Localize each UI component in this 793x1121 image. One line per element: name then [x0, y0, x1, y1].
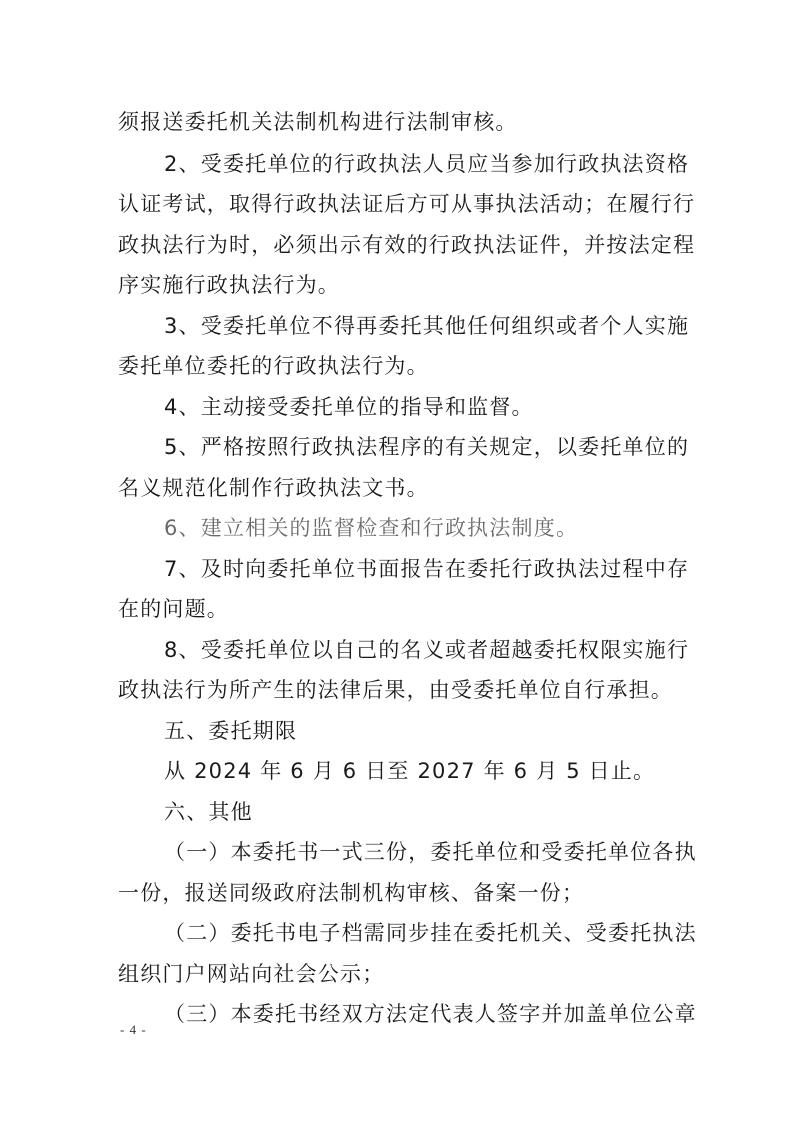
paragraph-line: 组织门户网站向社会公示；	[118, 962, 385, 986]
paragraph-line: 5、严格按照行政执法程序的有关规定，以委托单位的	[164, 435, 690, 459]
paragraph-line: （二）委托书电子档需同步挂在委托机关、受委托执法	[164, 921, 697, 945]
paragraph-line: 2、受委托单位的行政执法人员应当参加行政执法资格	[164, 152, 690, 176]
paragraph-line: 在的问题。	[118, 597, 229, 621]
paragraph-line: 8、受委托单位以自己的名义或者超越委托权限实施行	[164, 638, 690, 662]
paragraph-line: 6、建立相关的监督检查和行政执法制度。	[164, 516, 579, 540]
paragraph-line: 认证考试，取得行政执法证后方可从事执法活动；在履行行	[118, 192, 696, 216]
paragraph-line: 一份，报送同级政府法制机构审核、备案一份；	[118, 881, 585, 905]
paragraph-line: 4、主动接受委托单位的指导和监督。	[164, 395, 534, 419]
paragraph-line: 3、受委托单位不得再委托其他任何组织或者个人实施	[164, 314, 690, 338]
paragraph-line: 委托单位委托的行政执法行为。	[118, 354, 429, 378]
paragraph-line: 政执法行为时，必须出示有效的行政执法证件，并按法定程	[118, 233, 696, 257]
paragraph-line: （一）本委托书一式三份，委托单位和受委托单位各执	[164, 840, 697, 864]
paragraph-line: 序实施行政执法行为。	[118, 273, 340, 297]
section-heading: 六、其他	[164, 800, 253, 824]
section-heading: 五、委托期限	[164, 719, 298, 743]
page-number: - 4 -	[120, 1022, 147, 1037]
paragraph-line: 7、及时向委托单位书面报告在委托行政执法过程中存	[164, 557, 690, 581]
paragraph-line: （三）本委托书经双方法定代表人签字并加盖单位公章	[164, 1002, 697, 1026]
paragraph-line: 从 2024 年 6 月 6 日至 2027 年 6 月 5 日止。	[164, 759, 656, 783]
paragraph-line: 须报送委托机关法制机构进行法制审核。	[118, 110, 518, 134]
paragraph-line: 政执法行为所产生的法律后果，由受委托单位自行承担。	[118, 678, 673, 702]
paragraph-line: 名义规范化制作行政执法文书。	[118, 476, 429, 500]
